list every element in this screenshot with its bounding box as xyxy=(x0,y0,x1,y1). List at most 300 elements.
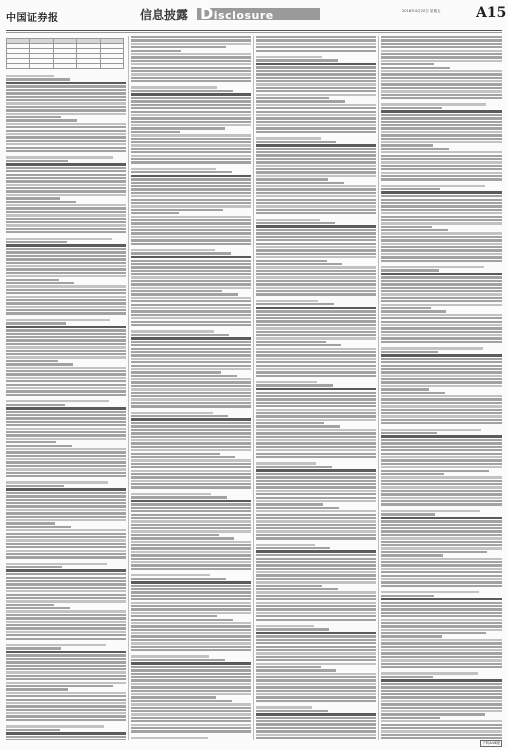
column-text xyxy=(256,36,376,740)
text-line xyxy=(256,154,376,156)
text-line xyxy=(131,669,251,671)
column-text xyxy=(381,36,502,739)
text-line xyxy=(381,56,502,58)
text-line xyxy=(256,663,376,665)
text-line xyxy=(256,253,376,255)
text-line xyxy=(256,358,376,360)
text-line xyxy=(381,388,429,390)
text-line xyxy=(131,46,226,48)
text-line xyxy=(256,517,376,519)
text-line xyxy=(256,331,376,333)
text-line xyxy=(6,434,126,436)
text-line xyxy=(381,63,434,65)
text-line xyxy=(6,712,126,714)
text-line xyxy=(6,472,126,474)
text-line xyxy=(381,138,502,140)
text-line xyxy=(131,280,251,282)
text-line xyxy=(131,239,251,241)
text-line xyxy=(6,654,126,656)
text-line xyxy=(6,350,126,352)
text-line xyxy=(256,550,376,553)
header-rule xyxy=(6,30,502,31)
text-line xyxy=(381,269,439,271)
text-line xyxy=(256,144,376,147)
text-line xyxy=(256,419,376,421)
text-line xyxy=(381,67,450,69)
text-line xyxy=(381,456,502,458)
text-line xyxy=(256,473,376,475)
text-line xyxy=(131,70,251,72)
text-line xyxy=(6,569,126,572)
text-line xyxy=(256,598,376,600)
text-line xyxy=(256,97,329,99)
text-line xyxy=(381,124,502,126)
text-line xyxy=(381,246,502,248)
text-line xyxy=(256,415,376,417)
text-line xyxy=(131,178,251,180)
text-line xyxy=(256,652,376,654)
text-line xyxy=(381,520,502,522)
text-line xyxy=(6,346,126,348)
text-line xyxy=(131,493,211,495)
text-line xyxy=(6,360,58,362)
text-line xyxy=(6,339,126,341)
text-line xyxy=(381,53,502,55)
text-line xyxy=(131,591,251,593)
text-line xyxy=(6,516,126,518)
text-line xyxy=(131,67,251,69)
text-line xyxy=(131,293,238,295)
text-line xyxy=(256,469,376,472)
text-line xyxy=(381,696,502,698)
text-line xyxy=(381,297,502,299)
text-line xyxy=(6,682,126,684)
text-line xyxy=(6,705,126,707)
text-line xyxy=(256,608,376,610)
text-line xyxy=(256,77,376,79)
text-line xyxy=(256,442,376,444)
text-line xyxy=(131,124,251,126)
text-line xyxy=(6,299,126,301)
text-line xyxy=(131,415,228,417)
text-line xyxy=(131,107,251,109)
text-line xyxy=(6,414,126,416)
text-line xyxy=(6,251,126,253)
text-line xyxy=(381,121,502,123)
text-line xyxy=(256,127,376,129)
column-divider xyxy=(378,36,379,740)
text-line xyxy=(131,510,251,512)
text-line xyxy=(256,192,376,194)
text-line xyxy=(6,526,71,528)
text-line xyxy=(381,293,502,295)
text-line xyxy=(381,530,502,532)
text-line xyxy=(381,327,502,329)
text-line xyxy=(256,361,376,363)
text-line xyxy=(6,133,126,135)
text-line xyxy=(256,581,376,583)
text-line xyxy=(256,219,320,221)
section-title-en-initial: D xyxy=(200,4,214,23)
text-line xyxy=(6,123,126,125)
text-line xyxy=(131,141,251,143)
text-line xyxy=(381,605,502,607)
text-line xyxy=(131,104,251,106)
text-line xyxy=(6,685,113,687)
text-line xyxy=(256,544,315,546)
text-line xyxy=(256,381,317,383)
text-line xyxy=(381,646,502,648)
text-line xyxy=(6,214,126,216)
text-line xyxy=(381,110,502,113)
text-line xyxy=(381,672,478,674)
text-line xyxy=(256,280,376,282)
text-line xyxy=(256,693,376,695)
text-line xyxy=(131,36,251,38)
text-line xyxy=(256,388,376,391)
text-line xyxy=(6,221,126,223)
text-line xyxy=(131,185,251,187)
text-line xyxy=(381,703,502,705)
text-line xyxy=(6,89,126,91)
text-line xyxy=(131,436,251,438)
text-line xyxy=(131,371,221,373)
text-line xyxy=(131,561,251,563)
text-line xyxy=(131,243,251,245)
text-line xyxy=(381,571,502,573)
text-line xyxy=(381,619,502,621)
text-line xyxy=(381,97,502,99)
text-line xyxy=(131,622,251,624)
text-line xyxy=(381,585,502,587)
text-line xyxy=(256,290,376,292)
text-line xyxy=(6,631,126,633)
text-line xyxy=(131,466,251,468)
text-line xyxy=(6,736,126,738)
text-line xyxy=(381,486,502,488)
text-line xyxy=(131,358,251,360)
text-line xyxy=(381,70,502,72)
text-line xyxy=(256,432,376,434)
text-line xyxy=(131,686,251,688)
text-column-4 xyxy=(381,36,502,740)
text-line xyxy=(256,310,376,312)
text-line xyxy=(6,638,126,640)
text-line xyxy=(256,669,336,671)
text-line xyxy=(256,527,376,529)
text-line xyxy=(256,168,376,170)
text-line xyxy=(256,375,376,377)
text-line xyxy=(131,392,251,394)
text-line xyxy=(256,243,376,245)
text-line xyxy=(256,727,376,729)
text-line xyxy=(131,551,251,553)
text-line xyxy=(256,409,376,411)
text-line xyxy=(256,39,376,41)
page-number: A15 xyxy=(476,5,507,21)
text-line xyxy=(381,412,502,414)
text-line xyxy=(131,514,251,516)
text-line xyxy=(256,476,376,478)
text-line xyxy=(256,402,376,404)
text-line xyxy=(256,384,333,386)
text-line xyxy=(131,568,251,570)
text-line xyxy=(256,354,376,356)
text-line xyxy=(6,377,126,379)
text-line xyxy=(6,692,126,694)
text-line xyxy=(381,266,484,268)
text-line xyxy=(131,378,251,380)
text-line xyxy=(6,553,126,555)
text-line xyxy=(6,502,126,504)
text-line xyxy=(381,429,481,431)
text-line xyxy=(131,290,222,292)
text-line xyxy=(256,429,376,431)
text-line xyxy=(256,530,376,532)
text-line xyxy=(6,292,126,294)
text-line xyxy=(131,334,229,336)
text-line xyxy=(381,652,502,654)
text-line xyxy=(256,324,376,326)
text-line xyxy=(6,668,126,670)
text-line xyxy=(381,446,502,448)
text-line xyxy=(131,175,251,178)
text-line xyxy=(6,725,104,727)
text-line xyxy=(381,513,435,515)
text-line xyxy=(6,475,126,477)
text-line xyxy=(6,583,126,585)
text-line xyxy=(256,141,336,143)
text-line xyxy=(131,114,251,116)
text-line xyxy=(131,252,231,254)
text-line xyxy=(6,468,126,470)
text-line xyxy=(256,619,376,621)
text-line xyxy=(6,566,62,568)
text-line xyxy=(256,486,376,488)
text-line xyxy=(131,632,251,634)
text-line xyxy=(6,147,126,149)
text-line xyxy=(381,690,502,692)
text-line xyxy=(6,296,126,298)
text-line xyxy=(131,144,251,146)
text-line xyxy=(6,329,126,331)
text-line xyxy=(6,282,74,284)
text-line xyxy=(381,398,502,400)
text-line xyxy=(6,163,126,166)
text-line xyxy=(131,90,233,92)
text-line xyxy=(256,260,327,262)
text-line xyxy=(6,92,126,94)
text-line xyxy=(256,683,376,685)
text-line xyxy=(381,195,502,197)
text-line xyxy=(131,100,251,102)
text-line xyxy=(131,500,251,503)
text-line xyxy=(256,425,340,427)
text-line xyxy=(381,39,502,41)
text-line xyxy=(6,75,54,77)
text-line xyxy=(381,310,446,312)
text-line xyxy=(6,411,126,413)
text-line xyxy=(381,608,502,610)
text-line xyxy=(131,273,251,275)
text-line xyxy=(256,649,376,651)
text-line xyxy=(131,737,208,739)
text-line xyxy=(381,713,485,715)
text-line xyxy=(131,97,251,99)
text-line xyxy=(131,300,251,302)
text-line xyxy=(6,695,126,697)
text-line xyxy=(381,561,502,563)
text-line xyxy=(256,686,376,688)
text-line xyxy=(131,368,251,370)
text-line xyxy=(256,696,376,698)
text-line xyxy=(256,188,376,190)
text-line xyxy=(131,226,251,228)
text-line xyxy=(256,287,376,289)
text-line xyxy=(6,136,126,138)
text-line xyxy=(381,602,502,604)
text-line xyxy=(131,662,251,665)
text-line xyxy=(256,100,345,102)
text-line xyxy=(131,442,251,444)
text-line xyxy=(256,453,376,455)
text-line xyxy=(381,172,502,174)
text-line xyxy=(381,148,449,150)
text-line xyxy=(6,617,126,619)
text-line xyxy=(131,260,251,262)
text-line xyxy=(6,661,126,663)
text-line xyxy=(6,675,126,677)
text-line xyxy=(381,686,502,688)
text-line xyxy=(6,353,126,355)
text-line xyxy=(6,275,126,277)
text-line xyxy=(6,647,61,649)
text-line xyxy=(381,558,502,560)
text-line xyxy=(6,262,126,264)
text-line xyxy=(131,276,251,278)
text-line xyxy=(6,465,126,467)
text-line xyxy=(256,602,376,604)
text-line xyxy=(256,673,376,675)
column-divider xyxy=(253,36,254,740)
text-line xyxy=(256,80,376,82)
text-line xyxy=(131,700,232,702)
text-line xyxy=(131,93,251,96)
text-line xyxy=(6,322,66,324)
text-line xyxy=(381,517,502,520)
text-line xyxy=(6,519,126,521)
text-line xyxy=(381,243,502,245)
text-line xyxy=(6,709,126,711)
text-line xyxy=(381,544,502,546)
text-line xyxy=(131,439,251,441)
text-line xyxy=(381,463,502,465)
text-line xyxy=(256,104,376,106)
text-line xyxy=(131,229,251,231)
text-line xyxy=(256,462,316,464)
text-line xyxy=(256,713,376,716)
text-line xyxy=(6,614,126,616)
text-line xyxy=(381,273,502,276)
text-line xyxy=(131,703,251,705)
text-line xyxy=(6,719,126,721)
issue-date: 2018年4月20日 星期五 xyxy=(402,9,441,13)
text-line xyxy=(131,131,180,133)
text-line xyxy=(6,140,126,142)
text-line xyxy=(6,218,126,220)
text-line xyxy=(381,317,502,319)
text-line xyxy=(256,510,376,512)
column-text xyxy=(6,72,126,740)
text-line xyxy=(131,483,251,485)
text-line xyxy=(381,73,502,75)
text-line xyxy=(256,605,376,607)
text-line xyxy=(256,480,376,482)
text-line xyxy=(256,625,314,627)
text-line xyxy=(6,336,126,338)
text-line xyxy=(6,543,126,545)
text-line xyxy=(256,178,328,180)
text-line xyxy=(381,591,479,593)
text-line xyxy=(131,385,251,387)
text-line xyxy=(131,605,251,607)
text-line xyxy=(6,224,126,226)
text-line xyxy=(256,507,339,509)
text-line xyxy=(6,380,126,382)
text-line xyxy=(131,86,217,88)
text-line xyxy=(381,168,502,170)
text-line xyxy=(381,314,502,316)
text-line xyxy=(6,96,126,98)
text-line xyxy=(131,310,251,312)
text-line xyxy=(381,185,485,187)
text-line xyxy=(381,622,502,624)
text-line xyxy=(381,341,502,343)
text-line xyxy=(131,425,251,427)
text-line xyxy=(131,524,251,526)
text-line xyxy=(381,385,502,387)
text-line xyxy=(6,367,126,369)
text-line xyxy=(131,625,251,627)
text-line xyxy=(6,302,126,304)
text-line xyxy=(131,713,251,715)
text-line xyxy=(6,167,126,169)
text-line xyxy=(381,717,440,719)
text-line xyxy=(131,639,251,641)
text-line xyxy=(6,190,126,192)
text-line xyxy=(131,476,251,478)
text-line xyxy=(256,314,376,316)
text-line xyxy=(6,343,126,345)
text-line xyxy=(381,554,443,556)
text-line xyxy=(381,36,502,38)
text-line xyxy=(256,436,376,438)
text-line xyxy=(381,581,502,583)
text-line xyxy=(6,556,126,558)
text-line xyxy=(256,588,338,590)
text-line xyxy=(6,665,126,667)
text-line xyxy=(256,56,322,58)
text-line xyxy=(131,155,251,157)
text-line xyxy=(381,226,432,228)
text-line xyxy=(6,404,65,406)
text-line xyxy=(256,348,376,350)
text-line xyxy=(131,676,251,678)
text-line xyxy=(381,707,502,709)
text-line xyxy=(256,327,376,329)
text-line xyxy=(381,151,502,153)
text-line xyxy=(256,151,376,153)
